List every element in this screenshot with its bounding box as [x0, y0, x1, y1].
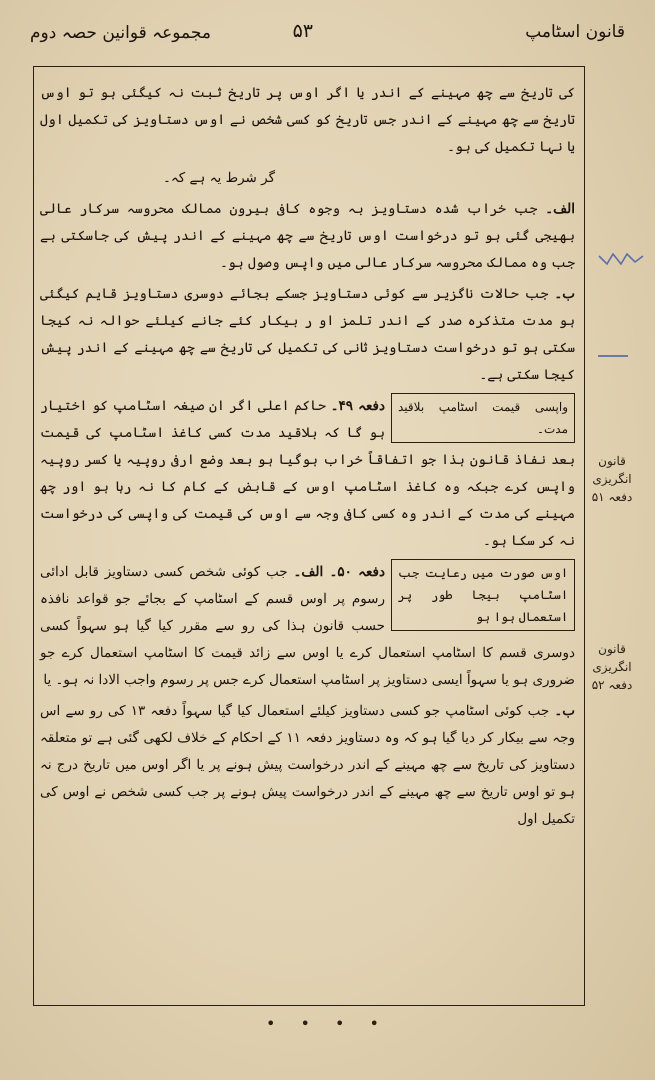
- clause-alif-text: جب خراب شدہ دستاویز بہ وجوہ کافی بیرون ممالک محروسہ سرکار عالی بھیجی گئی ہو تو درخواست اوس تاریخ سے چھ مہینے کے اندر پیش کی جاسکتی ہے جب وہ ممالک محروسہ سرکار عالی میں واپس وصول ہو۔: [40, 201, 575, 271]
- body-text: [40, 80, 575, 837]
- section-49: [40, 393, 575, 555]
- section-50-text: جب کوئی شخص کسی دستاویز قابل ادائی رسوم پر اوس قسم کے اسٹامپ کے بجائے جو قواعد نافذہ حسب قانون ہذا کی رو سے مقرر کیا گیا ہو سہواً کسی دوسری قسم کا اسٹامپ استعمال کرے یا اوس سے زائد قیمت کا اسٹامپ استعمال کرے جو ضروری ہو یا سہواً ایسی دستاویز پر اسٹامپ استعمال کرے جس پر رسوم واجب الادا نہ ہو۔ یا: [40, 564, 575, 688]
- proviso: گر شرط یہ ہے کہ۔: [162, 170, 275, 186]
- section-49-number: دفعہ ۴۹۔: [330, 398, 385, 414]
- clause-be-head: ب۔: [554, 286, 575, 302]
- clause-be: [40, 281, 575, 389]
- clause-be-text: جب حالات ناگزیر سے کوئی دستاویز جسکے بجائے دوسری دستاویز قایم کیگئی ہو مدت متذکرہ صدر کے اندر تلمز او ر بیکار کئے جانے کیلئے حوالہ نہ کیجا سکتی ہو تو درخواست دستاویز ثانی کی تکمیل کی تاریخ سے چھ مہینے کے اندر پیش کیجا سکتی ہے۔: [40, 286, 575, 383]
- margin-note-section-51: قانون انگریزی دفعہ ۵۱: [591, 454, 633, 504]
- section-50-clause-be: [40, 698, 575, 833]
- pen-dash-mark: [598, 355, 628, 357]
- section-50: [40, 559, 575, 694]
- header-title-left: مجموعہ قوانین حصہ دوم: [30, 23, 211, 43]
- clause-alif-head: الف۔: [545, 201, 575, 217]
- section-49-heading-box: واپسی قیمت اسٹامپ بلاقید مدت۔: [391, 393, 575, 443]
- margin-note-section-52: قانون انگریزی دفعہ ۵۲: [591, 642, 633, 692]
- header-title-right: قانون اسٹامپ: [525, 22, 625, 42]
- section-50-number: دفعہ ۵۰۔ الف۔: [293, 564, 386, 580]
- section-50-heading-box: اوس صورت میں رعایت جب اسٹامپ بیجا طور پر استعمال ہوا ہو: [391, 559, 575, 631]
- paragraph-1: کی تاریخ سے چھ مہینے کے اندر یا اگر اوس پر تاریخ ثبت نہ کیگئی ہو تو اوس تاریخ سے چھ مہینے کے اندر جس تاریخ کو کسی شخص نے اوس دستاویز کی تکمیل اول یا نہا تکمیل کی ہو۔: [40, 85, 575, 155]
- page-number: ۵۳: [292, 20, 313, 42]
- section-50-clause-be-text: جب کوئی اسٹامپ جو کسی دستاویز کیلئے استعمال کیا گیا سہواً دفعہ ۱۳ کی رو سے اس وجہ سے بیکار کر دیا گیا ہو کہ وہ دستاویز دفعہ ۱۱ کے احکام کے خلاف لکھی گئی ہے تو متعلقہ دستاویز کی تاریخ سے چھ مہینے کے اندر درخواست پیش ہونے پر یا اگر اوس میں تاریخ درج نہ ہو تو اوس تاریخ سے چھ مہینے کے اندر درخواست پیش ہونے پر جب کسی شخص نے اوس کی تکمیل اول: [40, 703, 576, 827]
- clause-alif: [40, 196, 575, 277]
- running-head: [0, 18, 655, 58]
- section-50-clause-be-head: ب۔: [554, 703, 575, 719]
- section-49-text: حاکم اعلی اگر ان صیغہ اسٹامپ کو اختیار ہو گا کہ بلاقید مدت کسی کاغذ اسٹامپ کی قیمت بعد نفاذ قانون ہذا جو اتفاقاً خراب ہوگیا ہو بعد وضع ارفی روپیہ یا کسر روپیہ واپس کرے جبکہ وہ کاغذ اسٹامپ اوس کے قابض کے کام کا نہ رہا ہو اور چھ مہینے کی مدت کے اندر وہ کسی کافی وجہ سے اوس کی قیمت کی واپسی کی درخواست نہ کر سکا ہو۔: [40, 398, 575, 549]
- pen-squiggle-mark: [597, 250, 645, 268]
- footer-dots: • • • •: [265, 1014, 389, 1033]
